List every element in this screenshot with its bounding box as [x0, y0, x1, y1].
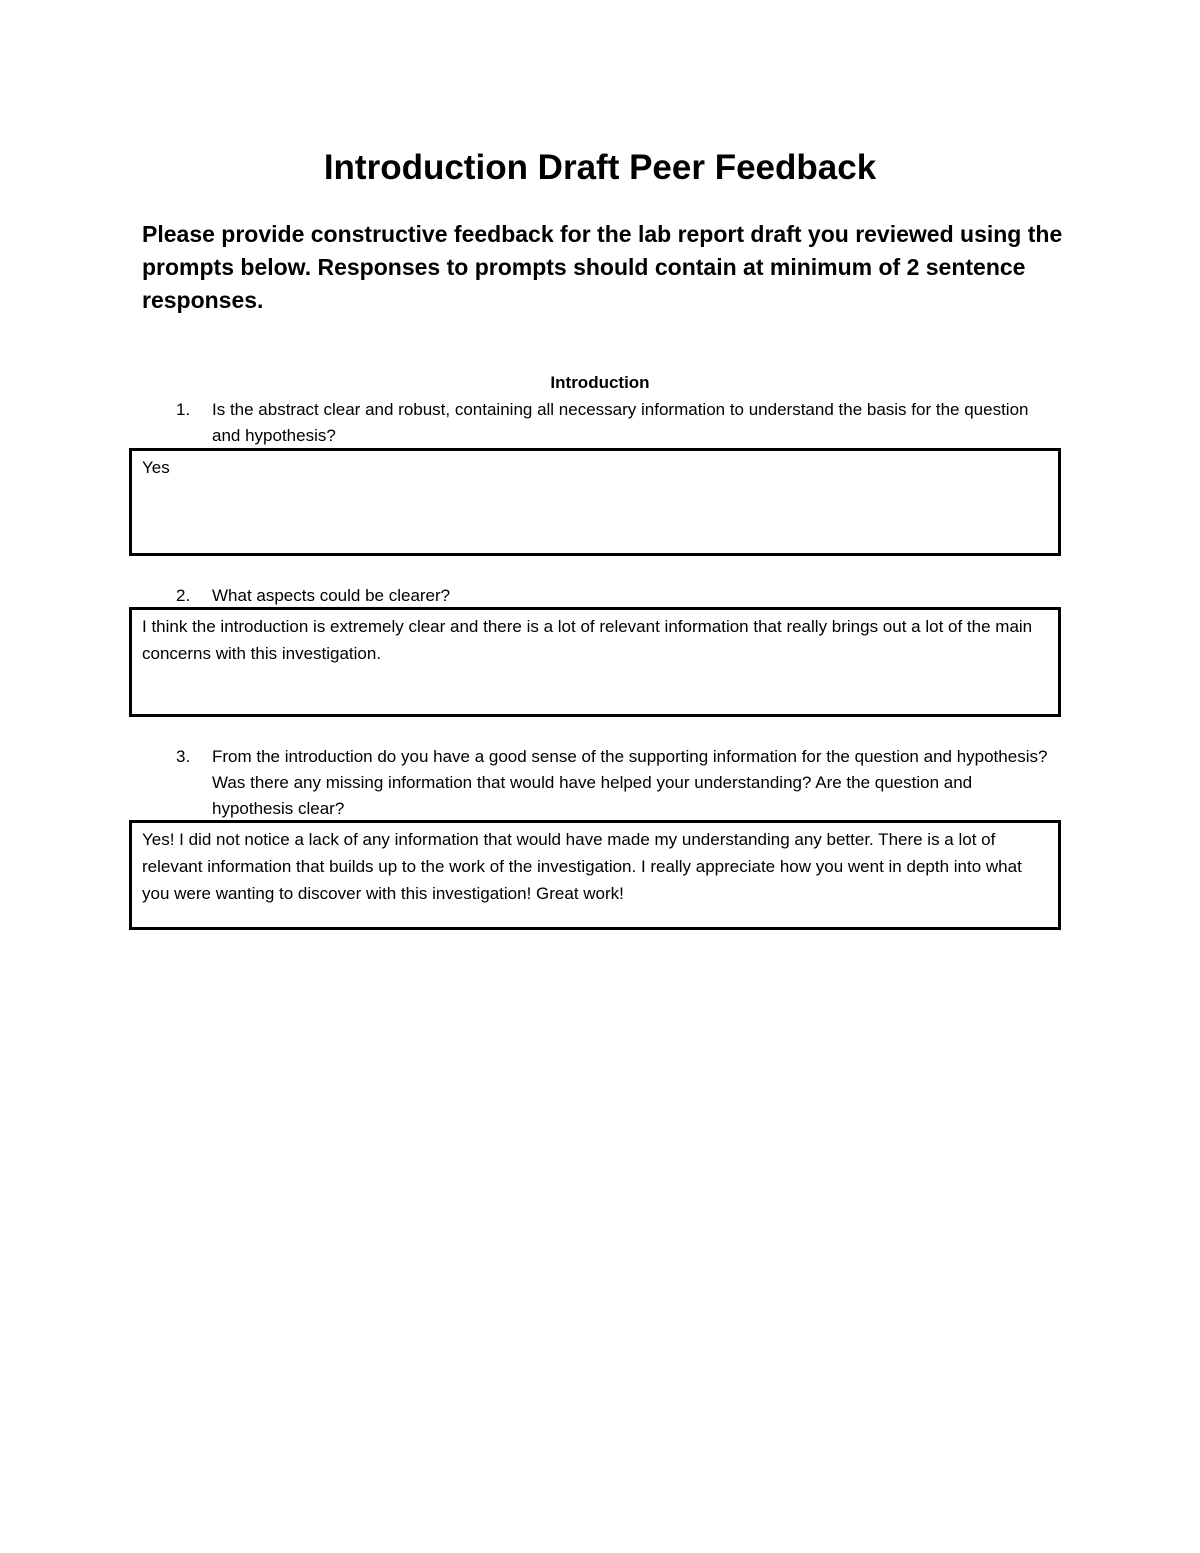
question-prompt: What aspects could be clearer?	[212, 586, 451, 605]
question-3	[176, 744, 1056, 822]
answer-box-2[interactable]: I think the introduction is extremely clear and there is a lot of relevant information that really brings out a lot of the main concerns with this investigation.	[129, 607, 1061, 717]
question-2	[176, 583, 1056, 609]
question-number: 1.	[176, 400, 191, 419]
instructions-text: Please provide constructive feedback for the lab report draft you reviewed using the prompts below. Responses to prompts should contain at minimum of 2 sentence responses.	[142, 221, 1063, 313]
question-prompt: Is the abstract clear and robust, containing all necessary information to understand the basis for the question and hypothesis?	[212, 400, 1029, 445]
answer-box-1[interactable]: Yes	[129, 448, 1061, 556]
question-number: 2.	[176, 586, 191, 605]
question-prompt: From the introduction do you have a good sense of the supporting information for the question and hypothesis? Was there any missing information that would have helped your understanding? Are the question and hypothesis clear?	[212, 747, 1048, 818]
answer-box-3[interactable]: Yes! I did not notice a lack of any information that would have made my understanding any better. There is a lot of relevant information that builds up to the work of the investigation. I really appreciate how you went in depth into what you were wanting to discover with this investigation! Great work!	[129, 820, 1061, 930]
section-heading: Introduction	[550, 373, 650, 392]
question-1	[176, 397, 1056, 449]
page-title: Introduction Draft Peer Feedback	[323, 148, 877, 187]
question-number: 3.	[176, 747, 191, 766]
